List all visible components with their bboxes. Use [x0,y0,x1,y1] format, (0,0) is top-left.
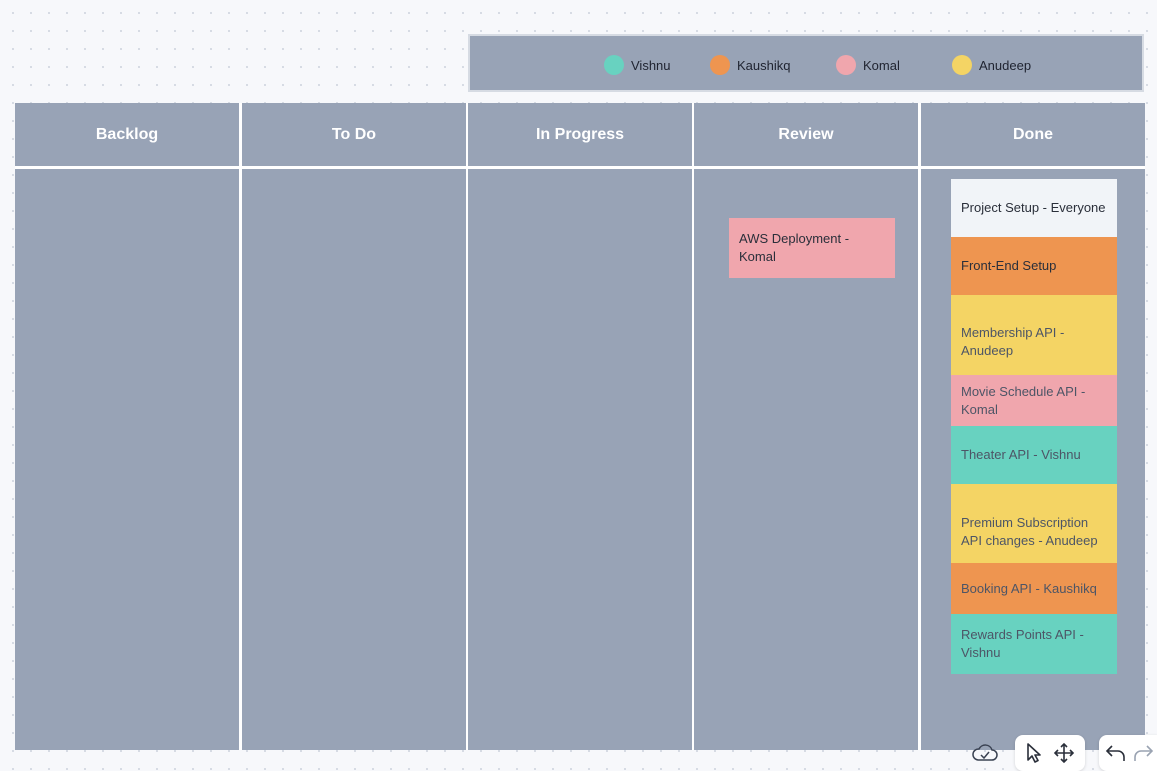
legend [468,34,1144,92]
card-text: Booking API - Kaushikq [961,580,1097,596]
card-text: Premium Subscription API changes - Anudeep [961,514,1098,548]
column-header[interactable]: Review [694,103,918,166]
undo-icon[interactable] [1101,738,1131,768]
kanban-board [15,103,1145,750]
tool-palette [1015,735,1085,771]
card-theater-api[interactable] [951,426,1117,484]
card-text: Project Setup - Everyone [961,200,1106,215]
card-booking-api[interactable] [951,563,1117,614]
card-text: Movie Schedule API - Komal [961,383,1086,417]
column-todo [242,103,466,750]
column-header[interactable]: Backlog [15,103,239,166]
legend-dot [836,55,856,75]
history-group [1099,735,1157,771]
column-in-progress [468,103,692,750]
card-front-end-setup[interactable] [951,237,1117,295]
card-premium-subscription-api[interactable] [951,484,1117,563]
legend-item-anudeep [952,54,1031,76]
card-text: Theater API - Vishnu [961,447,1081,462]
legend-dot [952,55,972,75]
card-text: Rewards Points API - Vishnu [961,627,1084,660]
legend-item-komal [836,54,900,76]
legend-dot [710,55,730,75]
legend-label: Kaushikq [737,57,791,73]
redo-icon[interactable] [1131,738,1155,768]
cloud-saved-icon [970,738,1000,768]
column-review [694,103,918,750]
legend-label: Komal [863,57,900,73]
column-done [921,103,1145,750]
legend-label: Vishnu [631,57,671,73]
column-body[interactable] [15,169,239,750]
column-body[interactable] [694,169,918,750]
legend-label: Anudeep [979,57,1032,73]
legend-item-vishnu [604,54,671,76]
pointer-icon[interactable] [1019,738,1049,768]
card-project-setup[interactable] [951,179,1117,237]
card-aws-deployment[interactable] [729,218,895,278]
column-header[interactable]: Done [921,103,1145,166]
column-body[interactable] [468,169,692,750]
column-body[interactable] [921,169,1145,750]
card-rewards-points-api[interactable] [951,614,1117,674]
card-text: Front-End Setup [961,258,1057,273]
cloud-status [970,735,1000,771]
card-text: Membership API - Anudeep [961,325,1065,358]
move-icon[interactable] [1049,738,1079,768]
column-header[interactable]: To Do [242,103,466,166]
card-text: AWS Deployment - Komal [739,231,850,264]
column-backlog [15,103,239,750]
column-header[interactable]: In Progress [468,103,692,166]
legend-item-kaushikq [710,54,790,76]
card-membership-api[interactable] [951,295,1117,375]
history-palette [1099,735,1157,771]
tool-group [1015,735,1085,771]
legend-dot [604,55,624,75]
card-movie-schedule-api[interactable] [951,375,1117,426]
column-body[interactable] [242,169,466,750]
